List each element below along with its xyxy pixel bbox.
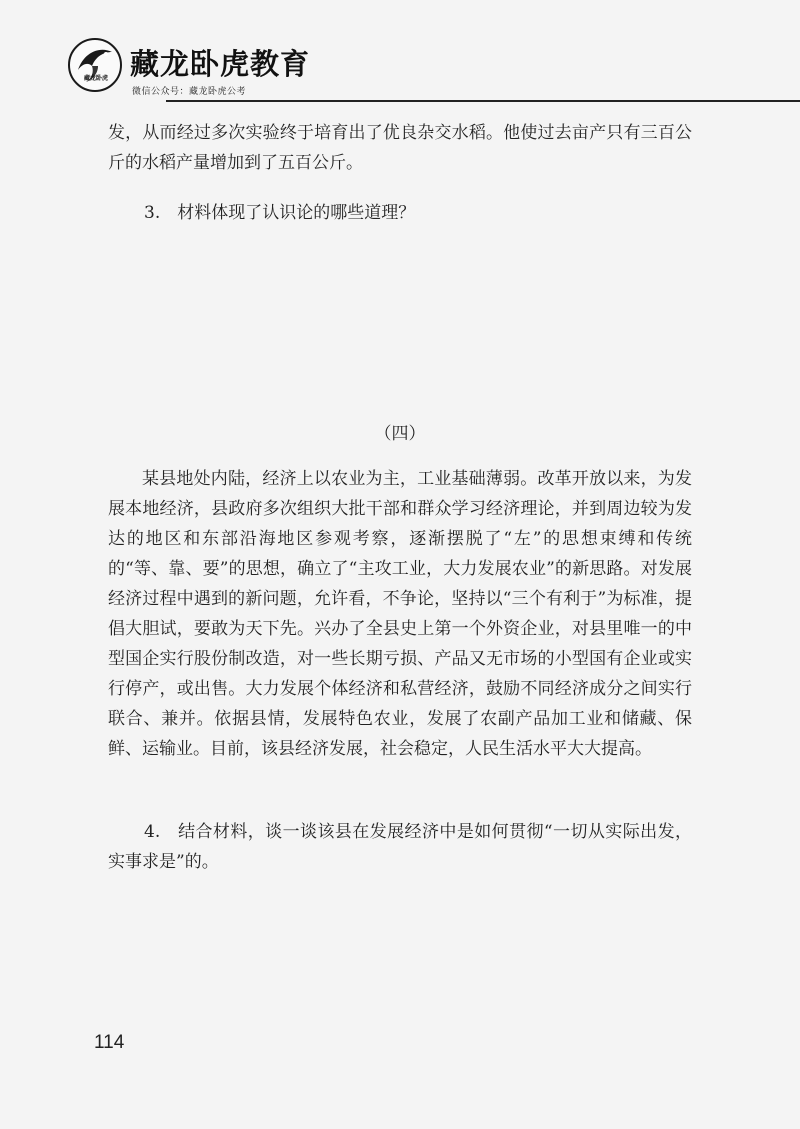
page-number: 114 [94,1032,125,1053]
brand-logo [68,38,122,92]
brand-title: 藏龙卧虎教育 [130,47,311,81]
continued-paragraph: 发，从而经过多次实验终于培育出了优良杂交水稻。他使过去亩产只有三百公斤的水稻产量增加到了五百公斤。 [108,123,692,173]
page-header [68,38,800,108]
material-paragraph: 某县地处内陆，经济上以农业为主，工业基础薄弱。改革开放以来，为发展本地经济，县政府多次组织大批干部和群众学习经济理论，并到周边较为发达的地区和东部沿海地区参观考察，逐渐摆脱了“左”的思想束缚和传统的“等、靠、要”的思想，确立了“主攻工业，大力发展农业”的新思路。对发展经济过程中遇到的新问题，允许看，不争论，坚持以“三个有利于”为标准，提倡大胆试，要敢为天下先。兴办了全县史上第一个外资企业，对县里唯一的中型国企实行股份制改造，对一些长期亏损、产品又无市场的小型国有企业或实行停产，或出售。大力发展个体经济和私营经济，鼓励不同经济成分之间实行联合、兼并。依据县情，发展特色农业，发展了农副产品加工业和储藏、保鲜、运输业。目前，该县经济发展，社会稳定，人民生活水平大大提高。 [108,469,692,759]
question-3: 3. 材料体现了认识论的哪些道理？ [144,203,416,223]
section-title: （四） [374,424,426,444]
eagle-logo-icon [70,40,120,90]
question-4: 4. 结合材料，谈一谈该县在发展经济中是如何贯彻“一切从实际出发，实事求是”的。 [108,822,692,872]
brand-subtitle: 微信公众号：藏龙卧虎公考 [132,87,247,97]
logo-text: 藏龙卧虎 [83,75,108,82]
header-divider [166,100,800,102]
